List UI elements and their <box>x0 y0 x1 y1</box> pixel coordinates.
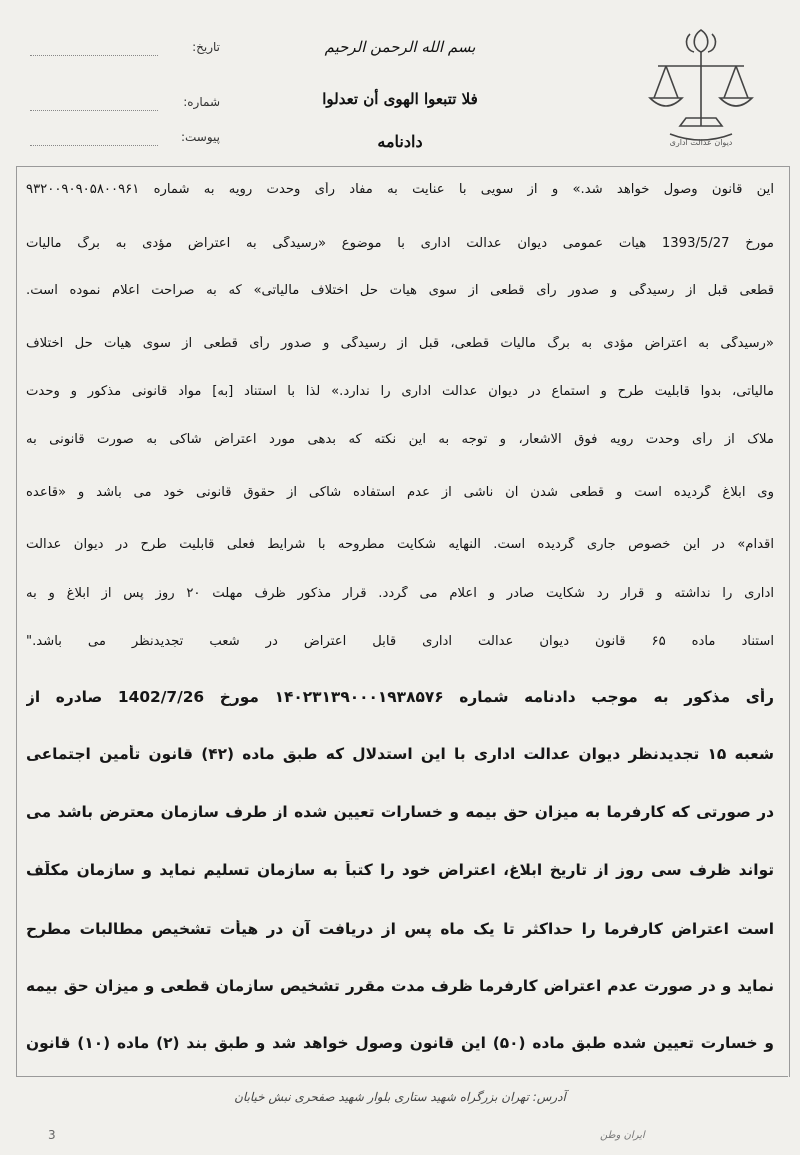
number-label: شماره: <box>183 95 220 109</box>
basmala-heading: بسم الله الرحمن الرحیم <box>324 38 476 56</box>
page-number: 3 <box>48 1128 56 1142</box>
attachment-label: پیوست: <box>180 130 220 144</box>
body-line: اقدام» در این خصوص جاری گردیده است. النهایه شکایت مطروحه با شرایط فعلی قابلیت طرح در دیوان عدالت <box>26 537 774 552</box>
body-line: ملاک از رأی وحدت رویه فوق الاشعار، و توجه به این نکته که بدهی مورد اعتراض شاکی به صورت قانونی به <box>26 432 774 447</box>
body-line: تواند ظرف سی روز از تاریخ ابلاغ، اعتراض خود را کتباً به سازمان تسلیم نماید و سازمان مکلّف <box>26 861 774 879</box>
judiciary-emblem-icon <box>640 22 762 150</box>
body-line: «رسیدگی به اعتراض مؤدی به برگ مالیات قطعی، قبل از رسیدگی و صدور رأی قطعی از سوی هیأت حل اختلاف <box>26 336 774 351</box>
body-line: مالیاتی، بدواً قابلیت طرح و استماع در دیوان عدالت اداری را ندارد.» لذا با استناد [به] مواد قانونی مذکور و وحدت <box>26 384 774 399</box>
date-label: تاریخ: <box>192 40 220 54</box>
body-line: وی ابلاغ گردیده است و قطعی شدن آن ناشی از عدم استفاده شاکی از حقوق قانونی خود می باشد و «قاعده <box>26 485 774 500</box>
body-line: در صورتی که کارفرما به میزان حق بیمه و خسارات تعیین شده از طرف سازمان معترض باشد می <box>26 803 774 821</box>
body-line: این قانون وصول خواهد شد.» و از سویی با عنایت به مفاد رأی وحدت رویه به شماره ۹۳۲۰۰۹۰۹۰۵۸۰۰۹۶۱ <box>26 182 774 197</box>
body-line: رأی مذکور به موجب دادنامه شماره ۱۴۰۲۳۱۳۹۰۰۰۱۹۳۸۵۷۶ مورخ 1402/7/26 صادره از <box>26 688 774 706</box>
body-frame <box>16 166 790 1077</box>
footer-faint-text: ایران وطن <box>600 1130 645 1141</box>
body-line: اداری را نداشته و قرار رد شکایت صادر و اعلام می گردد. قرار مذکور ظرف مهلت ۲۰ روز پس از ابلاغ و به <box>26 586 774 601</box>
attachment-field-line <box>30 145 158 146</box>
body-line: شعبه ۱۵ تجدیدنظر دیوان عدالت اداری با این استدلال که طبق ماده (۴۲) قانون تأمین اجتماعی <box>26 745 774 763</box>
body-line: قطعی قبل از رسیدگی و صدور رأی قطعی از سوی هیأت حل اختلاف مالیاتی» که به صراحت اعلام نموده است. <box>26 283 774 298</box>
body-line: استناد ماده ۶۵ قانون دیوان عدالت اداری قابل اعتراض در شعب تجدیدنظر می باشد." <box>26 634 774 649</box>
body-line: و خسارت تعیین شده طبق ماده (۵۰) این قانون وصول خواهد شد و طبق بند (۲) ماده (۱۰) قانون <box>26 1034 774 1052</box>
number-field-line <box>30 110 158 111</box>
body-line: مورخ 1393/5/27 هیأت عمومی دیوان عدالت اداری با موضوع «رسیدگی به اعتراض مؤدی به برگ مالیات <box>26 236 774 251</box>
emblem-caption: دیوان عدالت اداری <box>669 138 733 147</box>
body-line: نماید و در صورت عدم اعتراض کارفرما ظرف مدت مقرر تشخیص سازمان قطعی و میزان حق بیمه <box>26 977 774 995</box>
document-title: دادنامه <box>377 132 423 151</box>
footer-divider <box>16 1076 788 1077</box>
date-field-line <box>30 55 158 56</box>
footer-address: آدرس: تهران بزرگراه شهید ستاری بلوار شهید صفحری نبش خیابان <box>234 1090 566 1104</box>
verse-line: فلا تتبعوا الهوی أن تعدلوا <box>322 90 478 108</box>
body-line: است اعتراض کارفرما را حداکثر تا یک ماه پس از دریافت آن در هیأت تشخیص مطالبات مطرح <box>26 920 774 938</box>
